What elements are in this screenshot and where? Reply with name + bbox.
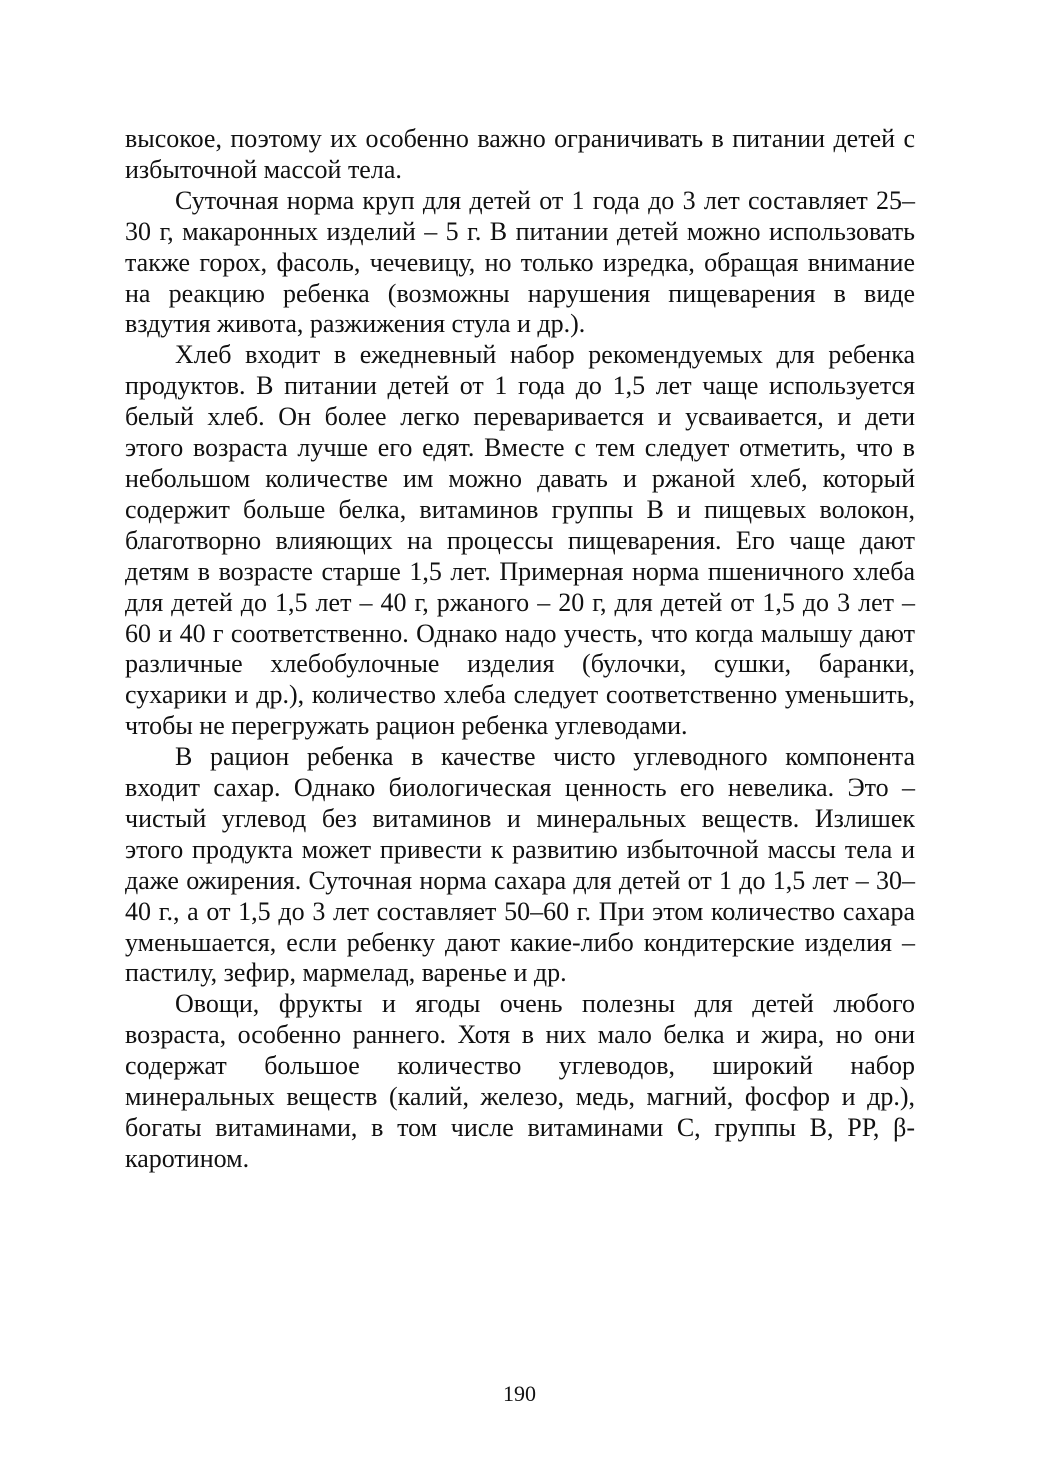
paragraph-2: Суточная норма круп для детей от 1 года до 3 лет составляет 25–30 г, макаронных изделий – 5 г. В питании детей можно использовать также горох, фасоль, чечевицу, но только изредка, обращая внимание на реакцию ребенка (возможны нарушения пищеварения в виде вздутия живота, разжижения стула и др.). <box>125 185 915 339</box>
paragraph-3: Хлеб входит в ежедневный набор рекомендуемых для ребенка продуктов. В питании детей от 1 года до 1,5 лет чаще используется белый хлеб. Он более легко переваривается и усваивается, и дети этого возраста лучше его едят. Вместе с тем следует отметить, что в небольшом количестве им можно давать и ржаной хлеб, который содержит больше белка, витаминов группы В и пищевых волокон, благотворно влияющих на процессы пищеварения. Его чаще дают детям в возрасте старше 1,5 лет. Примерная норма пшеничного хлеба для детей до 1,5 лет – 40 г, ржаного – 20 г, для детей от 1,5 до 3 лет – 60 и 40 г соответственно. Однако надо учесть, что когда малышу дают различные хлебобулочные изделия (булочки, сушки, баранки, сухарики и др.), количество хлеба следует соответственно уменьшить, чтобы не перегружать рацион ребенка углеводами. <box>125 340 915 741</box>
paragraph-4: В рацион ребенка в качестве чисто углеводного компонента входит сахар. Однако биологическая ценность его невелика. Это – чистый углевод без витаминов и минеральных веществ. Излишек этого продукта может привести к развитию избыточной массы тела и даже ожирения. Суточная норма сахара для детей от 1 до 1,5 лет – 30–40 г., а от 1,5 до 3 лет составляет 50–60 г. При этом количество сахара уменьшается, если ребенку дают какие-либо кондитерские изделия – пастилу, зефир, мармелад, варенье и др. <box>125 742 915 988</box>
paragraph-1: высокое, поэтому их особенно важно ограничивать в питании детей с избыточной массой тела. <box>125 124 915 184</box>
paragraph-5: Овощи, фрукты и ягоды очень полезны для детей любого возраста, особенно раннего. Хотя в них мало белка и жира, но они содержат большое количество углеводов, широкий набор минеральных веществ (калий, железо, медь, магний, фосфор и др.), богаты витаминами, в том числе витаминами С, группы В, РР, β-каротином. <box>125 989 915 1173</box>
body-text <box>125 124 915 1175</box>
page-number: 190 <box>503 1381 536 1406</box>
